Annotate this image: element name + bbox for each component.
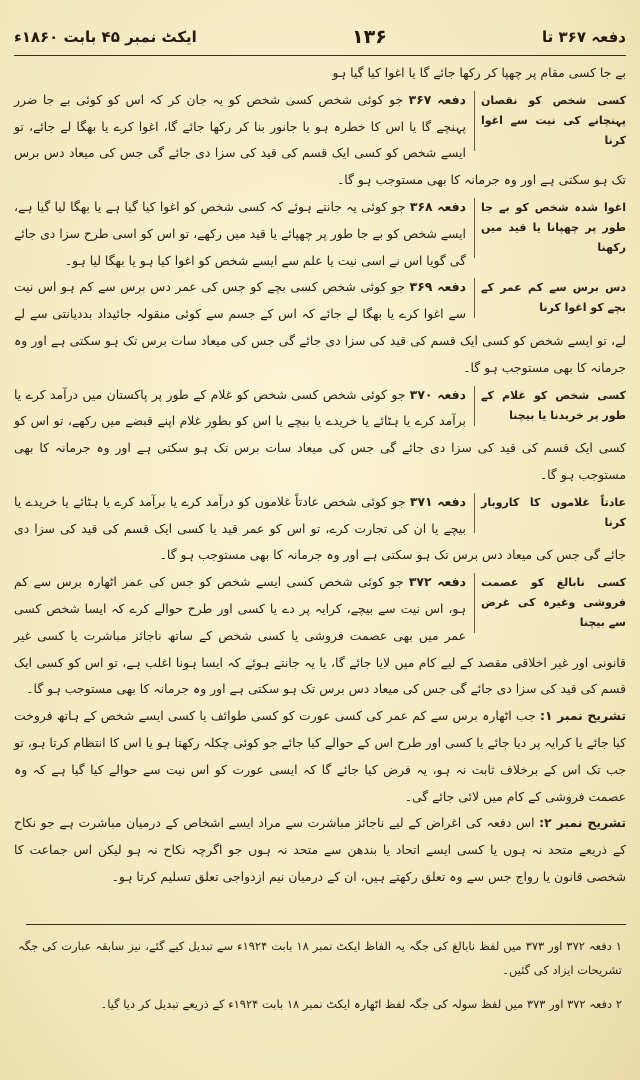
- section-368-heading: دفعہ ۳۶۸: [409, 198, 466, 214]
- section-367-heading: دفعہ ۳۶۷: [408, 91, 466, 107]
- marginal-note-371: عادتاً غلاموں کا کاروبار کرنا: [474, 493, 626, 533]
- page-number: ۱۳۶: [352, 26, 387, 48]
- section-371-text: جو کوئی شخص عادتاً غلاموں کو درآمد کرے یا برآمد کرے یا ہٹائے یا خریدے یا بیچے یا ان کی تجارت کرے، تو اس کو عمر قید یا کسی ایک قسم کی قید کی سزا دی جائے گی جس کی میعاد دس برس تک ہو سکتی ہے اور وہ جرمانہ کا بھی مستوجب ہو گا۔: [14, 493, 626, 563]
- footnote-rule: [26, 924, 626, 925]
- section-367: [14, 87, 626, 194]
- section-372: [14, 569, 626, 703]
- section-367-text: جو کوئی شخص کسی شخص کو یہ جان کر کہ اس کو کوئی بے جا ضرر پہنچے گا یا اس کا خطرہ ہو یا جانور بنا کر رکھا جائے گا، اغوا کرے یا بھگا لے جائے، تو ایسے شخص کو کسی ایک قسم کی قید کی سزا دی جائے گی جس کی میعاد دس برس تک ہو سکتی ہے اور وہ جرمانہ کا بھی مستوجب ہو گا۔: [14, 91, 626, 188]
- explanation-1-label: تشریح نمبر ۱:: [539, 708, 626, 724]
- section-368-text: جو کوئی یہ جانتے ہوئے کہ کسی شخص کو اغوا کیا گیا ہے یا بھگا لیا گیا ہے، ایسے شخص کو بے جا طور پر چھپائے یا قید میں رکھے، تو اس کو اسی طرح سزا دی جائے گی گویا اس نے اسی نیت یا علم سے ایسے شخص کو اغوا کیا ہو یا بھگا لیا ہو۔: [14, 198, 466, 268]
- section-372-text: جو کوئی شخص کسی ایسے شخص کو جس کی عمر اٹھارہ برس سے کم ہو، اس نیت سے بیچے، کرایہ پر دے یا کسی اور طرح حوالے کرے کہ ایسا شخص کسی عمر میں بھی عصمت فروشی یا کسی شخص کے ساتھ ناجائز مباشرت یا کسی غیر قانونی اور غیر اخلاقی مقصد کے لیے کام میں لایا جائے گا، یا یہ جانتے ہوئے کہ ایسا ہونا اغلب ہے، تو اس کو کسی ایک قسم کی قید کی سزا دی جائے گی جس کی میعاد دس برس تک ہو سکتی ہے اور وہ جرمانہ کا بھی مستوجب ہو گا۔: [14, 574, 626, 697]
- section-368: [14, 194, 626, 274]
- page-header: [14, 20, 626, 54]
- section-369-heading: دفعہ ۳۶۹: [409, 279, 466, 295]
- footnote-1: ۱ دفعہ ۳۷۲ اور ۳۷۳ میں لفظ نابالغ کی جگہ یہ الفاظ ایکٹ نمبر ۱۸ بابت ۱۹۲۴ء سے تبدیل کیے گئے، نیز سابقہ عبارت کی جگہ تشریحات ایزاد کی گئیں۔: [18, 939, 622, 977]
- main-text: [14, 60, 626, 891]
- explanation-2-label: تشریح نمبر ۲:: [539, 815, 626, 831]
- explanation-2: [14, 810, 626, 890]
- marginal-note-372: کسی نابالغ کو عصمت فروشی وغیرہ کی غرض سے بیچنا: [474, 573, 626, 633]
- section-370-heading: دفعہ ۳۷۰: [409, 386, 466, 402]
- lead-line: بے جا کسی مقام پر چھپا کر رکھا جائے گا یا اغوا کیا گیا ہو: [332, 65, 626, 80]
- explanation-1: [14, 703, 626, 810]
- section-370: [14, 382, 626, 489]
- section-371: [14, 489, 626, 569]
- marginal-note-370: کسی شخص کو غلام کے طور پر خریدنا یا بیچنا: [474, 386, 626, 426]
- explanation-2-text: اس دفعہ کی اغراض کے لیے ناجائز مباشرت سے مراد ایسے اشخاص کے درمیان مباشرت ہے جو نکاح کے ذریعے متحد نہ ہوں یا کسی ایسے اتحاد یا بندھن سے متحد نہ ہوں جو اگرچہ نکاح نہ ہو لیکن اس جماعت کا شخصی قانون یا رواج جس سے وہ تعلق رکھتے ہیں، ان کے درمیان نیم ازدواجی تعلق تسلیم کرتا ہو۔: [14, 815, 626, 884]
- header-section-range: دفعہ ۳۶۷ تا: [542, 28, 626, 46]
- header-act-reference: ایکٹ نمبر ۴۵ بابت ۱۸۶۰ء: [14, 28, 197, 46]
- footnotes: [18, 934, 622, 1026]
- section-369-text: جو کوئی شخص کسی بچے کو جس کی عمر دس برس سے کم ہو اس نیت سے اغوا کرے یا بھگا لے جائے کہ اس کے جسم سے کوئی منقولہ جائیداد بددیانتی سے لے لے، تو ایسے شخص کو کسی ایک قسم کی قید کی سزا دی جائے گی جس کی میعاد سات برس تک ہو سکتی ہے اور وہ جرمانہ کا بھی مستوجب ہو گا۔: [14, 279, 626, 375]
- explanation-1-text: جب اٹھارہ برس سے کم عمر کی کسی عورت کو کسی طوائف یا کسی ایسے شخص کے ہاتھ فروخت کیا جائے یا کرایہ پر دیا جائے یا کسی اور طرح اس کے حوالے کیا جائے جو کوئی چکلہ رکھتا ہو یا اس کا انتظام کرتا ہو، تو جب تک اس کے برخلاف ثابت نہ ہو، یہ فرض کیا جائے گا کہ ایسی عورت کو اس نیت سے حوالے کیا گیا ہے کہ وہ عصمت فروشی کے کام میں لائی جائے گی۔: [14, 708, 626, 804]
- footnote-2: ۲ دفعہ ۳۷۲ اور ۳۷۳ میں لفظ سولہ کی جگہ لفظ اٹھارہ ایکٹ نمبر ۱۸ بابت ۱۹۲۴ء کے ذریعے تبدیل کر دیا گیا۔: [100, 997, 622, 1011]
- marginal-note-367: کسی شخص کو نقصان پہنچانے کی نیت سے اغوا کرنا: [474, 91, 626, 151]
- section-371-heading: دفعہ ۳۷۱: [409, 493, 466, 509]
- section-370-text: جو کوئی شخص کسی شخص کو غلام کے طور پر پاکستان میں درآمد کرے یا برآمد کرے یا ہٹائے یا خریدے یا بیچے یا اس کو بطور غلام اپنے قبضے میں رکھے، تو اس کو کسی ایک قسم کی قید کی سزا دی جائے گی جس کی میعاد سات برس تک ہو سکتی ہے اور وہ جرمانہ کا بھی مستوجب ہو گا۔: [14, 386, 626, 482]
- marginal-note-368: اغوا شدہ شخص کو بے جا طور پر چھپانا یا قید میں رکھنا: [474, 198, 626, 258]
- section-369: [14, 274, 626, 381]
- header-rule: [14, 55, 626, 56]
- marginal-note-369: دس برس سے کم عمر کے بچے کو اغوا کرنا: [474, 278, 626, 318]
- section-372-heading: دفعہ ۳۷۲: [408, 574, 466, 590]
